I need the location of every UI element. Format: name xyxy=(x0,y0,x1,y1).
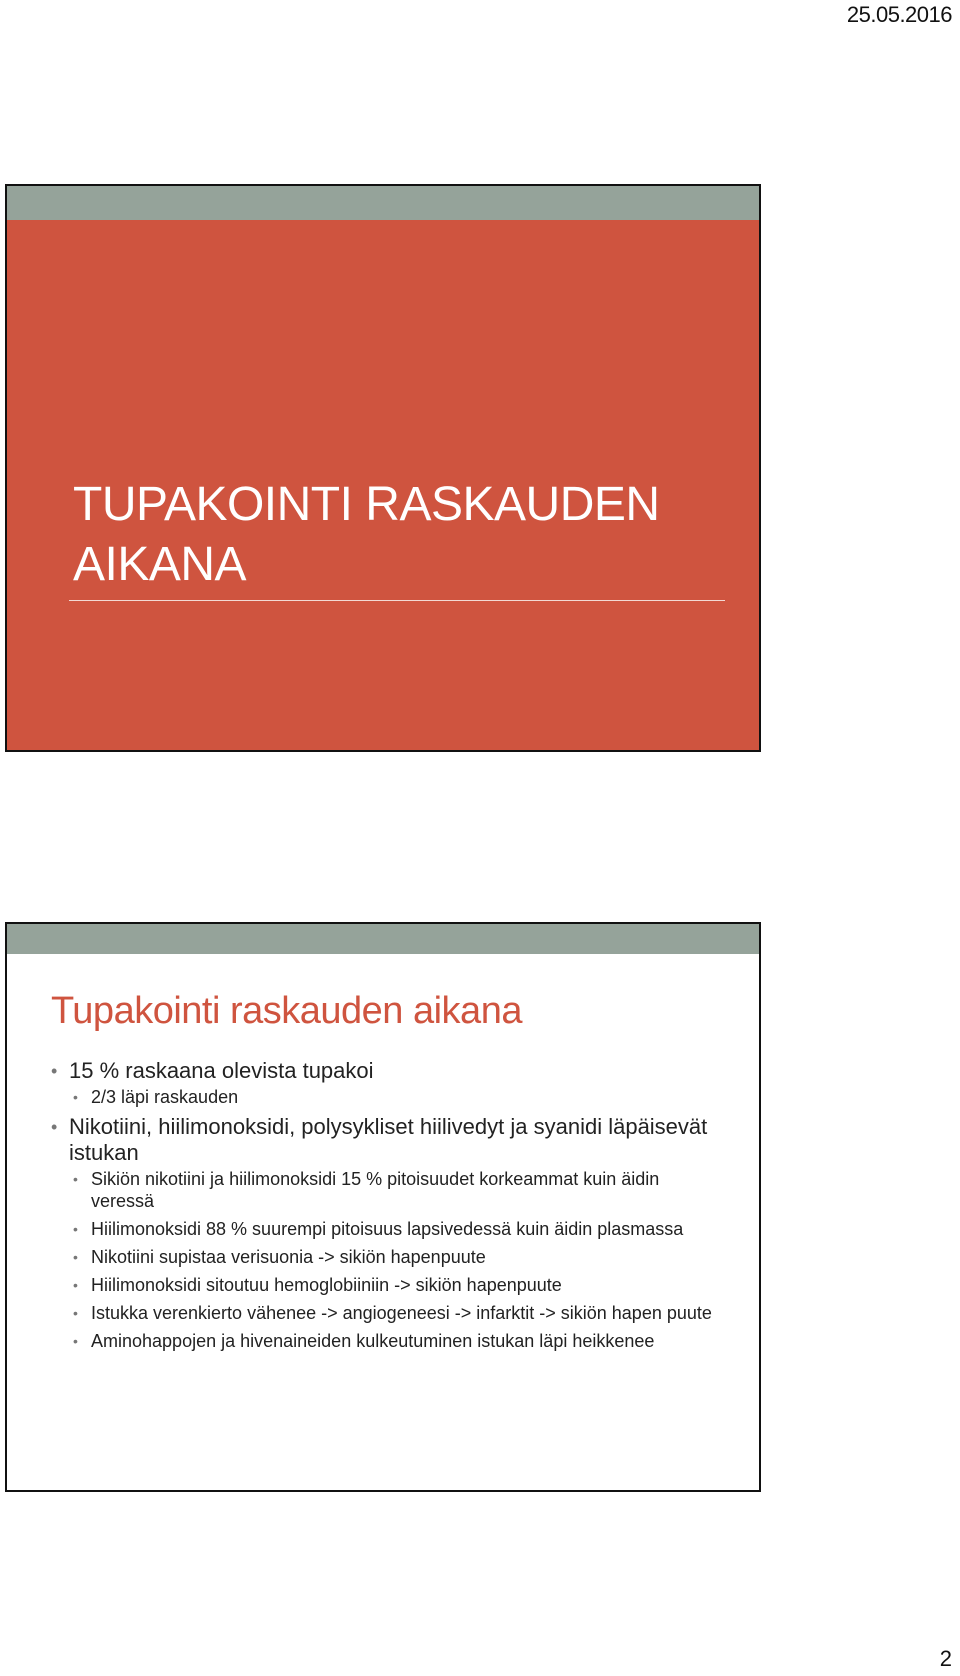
bullet-text: 15 % raskaana olevista tupakoi xyxy=(69,1058,374,1083)
bullet-icon: • xyxy=(73,1171,78,1187)
bullet-icon: • xyxy=(73,1305,78,1321)
bullet-icon: • xyxy=(51,1061,58,1081)
bullet-icon: • xyxy=(73,1249,78,1265)
bullet-icon: • xyxy=(73,1277,78,1293)
title-panel xyxy=(7,220,759,750)
title-line-1: TUPAKOINTI RASKAUDEN xyxy=(73,478,660,531)
sub-bullet-item xyxy=(47,1218,727,1240)
slide-top-bar xyxy=(7,186,759,220)
bullet-item xyxy=(47,1058,727,1084)
page-date: 25.05.2016 xyxy=(846,2,952,27)
slide-main-title xyxy=(73,475,713,595)
bullet-text: Hiilimonoksidi sitoutuu hemoglobiiniin -> sikiön hapenpuute xyxy=(91,1275,562,1295)
sub-bullet-item xyxy=(47,1274,727,1296)
bullet-text: Nikotiini supistaa verisuonia -> sikiön hapenpuute xyxy=(91,1247,486,1267)
slide-title: Tupakointi raskauden aikana xyxy=(51,990,522,1032)
title-slide xyxy=(5,184,761,752)
page-number: 2 xyxy=(939,1646,952,1671)
title-line-2: AIKANA xyxy=(73,538,247,591)
bullet-text: Aminohappojen ja hivenaineiden kulkeutuminen istukan läpi heikkenee xyxy=(91,1331,655,1351)
slide-top-bar xyxy=(7,924,759,954)
bullet-text: 2/3 läpi raskauden xyxy=(91,1087,239,1107)
content-slide xyxy=(5,922,761,1492)
sub-bullet-item xyxy=(47,1330,727,1352)
bullet-list xyxy=(47,1058,727,1358)
bullet-icon: • xyxy=(73,1221,78,1237)
bullet-icon: • xyxy=(51,1117,58,1137)
title-divider xyxy=(69,600,725,601)
sub-bullet-item xyxy=(47,1086,727,1108)
sub-bullet-item xyxy=(47,1168,727,1212)
sub-bullet-item xyxy=(47,1302,727,1324)
bullet-text: Nikotiini, hiilimonoksidi, polysykliset hiilivedyt ja syanidi läpäisevät istukan xyxy=(69,1114,708,1165)
bullet-text: Sikiön nikotiini ja hiilimonoksidi 15 % pitoisuudet korkeammat kuin äidin veressä xyxy=(91,1169,660,1211)
sub-bullet-item xyxy=(47,1246,727,1268)
bullet-icon: • xyxy=(73,1089,78,1105)
bullet-icon: • xyxy=(73,1333,78,1349)
bullet-item xyxy=(47,1114,727,1166)
bullet-text: Istukka verenkierto vähenee -> angiogeneesi -> infarktit -> sikiön hapen puute xyxy=(91,1303,712,1323)
bullet-text: Hiilimonoksidi 88 % suurempi pitoisuus lapsivedessä kuin äidin plasmassa xyxy=(91,1219,684,1239)
